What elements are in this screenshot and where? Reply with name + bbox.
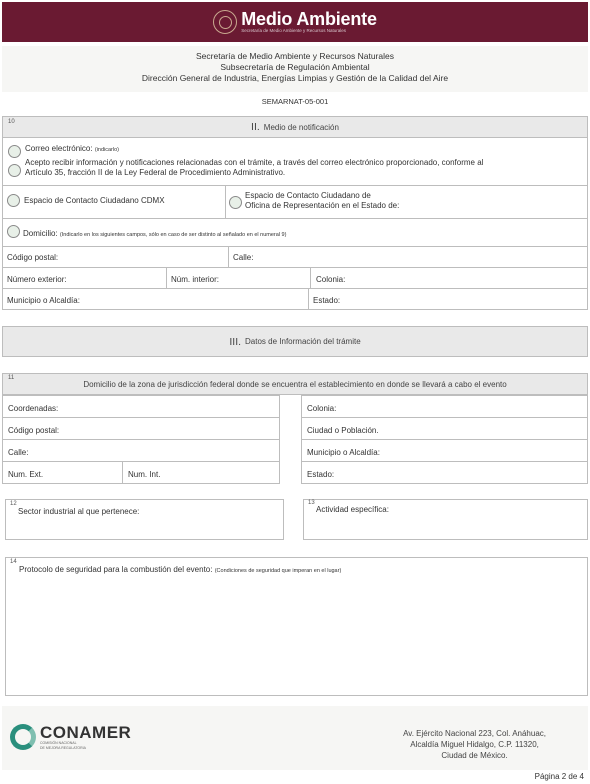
header-logo	[213, 10, 377, 34]
safety-protocol-field[interactable]	[5, 557, 588, 696]
agency-block	[2, 46, 588, 92]
divider	[308, 288, 309, 310]
divider	[225, 185, 226, 218]
section-2-roman: II.	[251, 121, 260, 133]
section-3-header	[2, 326, 588, 357]
domicilio-label: Domicilio:	[23, 229, 58, 238]
block-11-colonia-field[interactable]: Colonia:	[307, 404, 337, 413]
block-11-number: 11	[8, 375, 15, 381]
municipality-field[interactable]: Municipio o Alcaldía:	[7, 296, 80, 305]
postal-code-field[interactable]: Código postal:	[7, 253, 59, 262]
safety-protocol-label-wrap	[19, 565, 341, 576]
email-hint: (indicarlo)	[94, 147, 119, 153]
address-line-1: Av. Ejército Nacional 223, Col. Anáhuac,	[403, 729, 546, 738]
agency-line-2: Subsecretaría de Regulación Ambiental	[220, 62, 370, 72]
conamer-logo	[10, 724, 131, 750]
divider	[2, 246, 588, 247]
specific-activity-label: Actividad específica:	[316, 505, 389, 514]
divider	[166, 267, 167, 288]
block-11-title: Domicilio de la zona de jurisdicción federal donde se encuentra el establecimiento en donde se llevará a cabo el evento	[83, 379, 507, 389]
section-3-title: Datos de Información del trámite	[245, 337, 361, 346]
contact-state-line-2: Oficina de Representación en el Estado de:	[245, 201, 400, 210]
divider	[2, 267, 588, 268]
address-line-3: Ciudad de México.	[441, 751, 508, 760]
accept-text-line-1: Acepto recibir información y notificaciones relacionadas con el trámite, a través del correo electrónico proporcionado, conforme al	[25, 158, 484, 167]
contact-state-radio[interactable]	[229, 196, 242, 209]
divider	[301, 439, 588, 440]
industrial-sector-label: Sector industrial al que pertenece:	[18, 507, 140, 516]
header-banner	[2, 2, 588, 42]
agency-line-3: Dirección General de Industria, Energías Limpias y Gestión de la Calidad del Aire	[141, 73, 449, 83]
header-subtitle: Secretaría de Medio Ambiente y Recursos Naturales	[241, 28, 347, 34]
footer	[2, 706, 588, 770]
block-13-number: 13	[308, 500, 315, 506]
section-3-roman: III.	[229, 335, 242, 348]
conamer-sub-2: DE MEJORA REGULATORIA	[40, 745, 86, 750]
street-field[interactable]: Calle:	[233, 253, 254, 262]
colonia-field[interactable]: Colonia:	[316, 275, 346, 284]
divider	[301, 417, 588, 418]
address-line-2: Alcaldía Miguel Hidalgo, C.P. 11320,	[410, 740, 539, 749]
agency-line-1: Secretaría de Medio Ambiente y Recursos Naturales	[196, 51, 394, 61]
conamer-mark-icon	[10, 724, 36, 750]
coordinates-field[interactable]: Coordenadas:	[8, 404, 59, 413]
accept-radio[interactable]	[8, 164, 21, 177]
safety-protocol-label: Protocolo de seguridad para la combustión del evento:	[19, 565, 213, 574]
domicilio-hint: (Indicarlo en los siguientes campos, sólo en caso de ser distinto al señalado en el numeral 9)	[59, 232, 287, 238]
divider	[310, 267, 311, 288]
domicilio-radio[interactable]	[7, 225, 20, 238]
section-2-header	[2, 116, 588, 138]
interior-number-field[interactable]: Núm. interior:	[171, 275, 220, 284]
block-11-header	[2, 373, 588, 395]
exterior-number-field[interactable]: Número exterior:	[7, 275, 67, 284]
contact-cdmx-radio[interactable]	[7, 194, 20, 207]
divider	[2, 461, 280, 462]
section-2-number: 10	[8, 119, 15, 125]
divider	[2, 417, 280, 418]
block-11-ext-number-field[interactable]: Num. Ext.	[8, 470, 44, 479]
safety-protocol-hint: (Condiciones de seguridad que imperan en el lugar)	[214, 568, 342, 574]
divider	[2, 218, 588, 219]
divider	[2, 288, 588, 289]
industrial-sector-field[interactable]	[5, 499, 284, 540]
divider	[122, 461, 123, 484]
conamer-name: CONAMER	[40, 723, 132, 742]
divider	[301, 461, 588, 462]
divider	[228, 246, 229, 267]
block-11-int-number-field[interactable]: Num. Int.	[128, 470, 161, 479]
contact-state-label	[245, 191, 399, 211]
accept-text-line-2: Artículo 35, fracción II de la Ley Federal de Procedimiento Administrativo.	[25, 168, 286, 177]
contact-state-line-1: Espacio de Contacto Ciudadano de	[245, 191, 371, 200]
accept-text	[25, 158, 585, 178]
page-number: Página 2 de 4	[534, 772, 584, 781]
state-field[interactable]: Estado:	[313, 296, 341, 305]
form-code: SEMARNAT-05-001	[261, 97, 329, 106]
divider	[2, 439, 280, 440]
section-2-title: Medio de notificación	[263, 122, 339, 132]
footer-address	[403, 728, 546, 761]
block-14-number: 14	[10, 559, 17, 565]
contact-cdmx-label: Espacio de Contacto Ciudadano CDMX	[24, 196, 165, 205]
email-label-wrap	[25, 144, 119, 155]
city-field[interactable]: Ciudad o Población.	[307, 426, 379, 435]
block-11-municipality-field[interactable]: Municipio o Alcaldía:	[307, 448, 380, 457]
government-seal-icon	[213, 10, 237, 34]
email-label: Correo electrónico:	[25, 144, 93, 153]
block-11-state-field[interactable]: Estado:	[307, 470, 335, 479]
block-11-street-field[interactable]: Calle:	[8, 448, 29, 457]
email-radio[interactable]	[8, 145, 21, 158]
domicilio-label-wrap	[23, 229, 286, 240]
conamer-sub-1: COMISIÓN NACIONAL	[40, 741, 77, 745]
block-11-postal-code-field[interactable]: Código postal:	[8, 426, 60, 435]
block-12-number: 12	[10, 501, 17, 507]
header-title: Medio Ambiente	[241, 9, 377, 30]
divider	[2, 185, 588, 186]
